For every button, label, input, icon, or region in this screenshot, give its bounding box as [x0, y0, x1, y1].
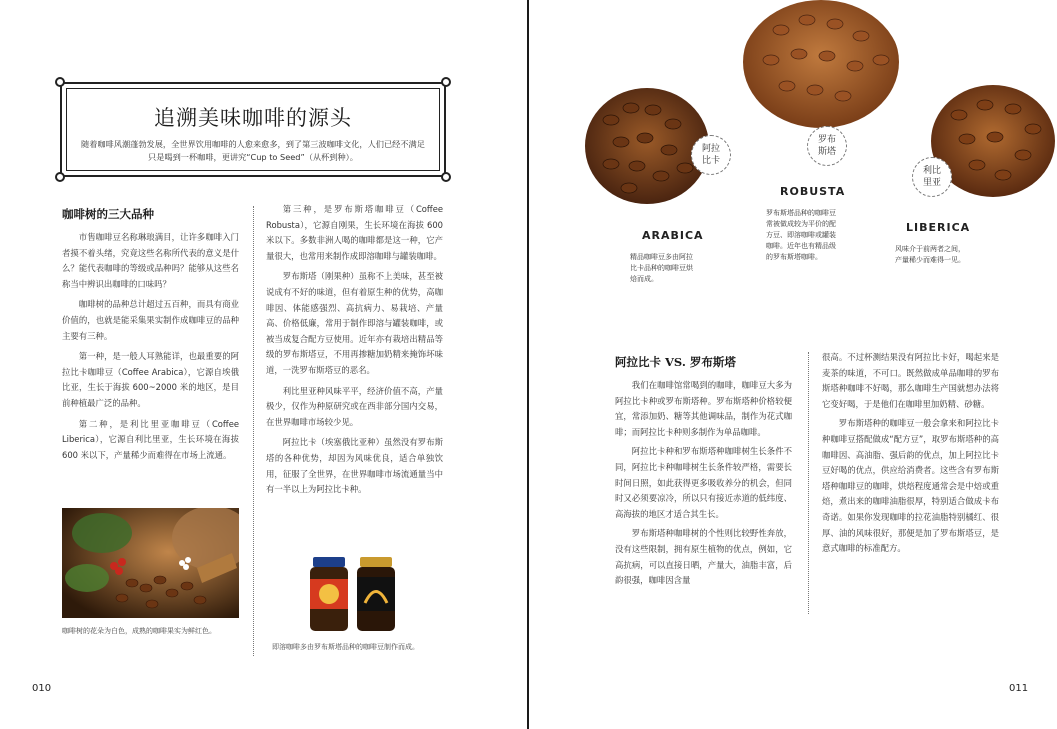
- photo-caption: 咖啡树的花朵为白色，成熟的咖啡果实为鲜红色。: [62, 627, 216, 635]
- left-page: [0, 0, 527, 729]
- right-column-2: [822, 350, 999, 561]
- paragraph: 市售咖啡豆名称琳琅满目，让许多咖啡入门者摸不着头绪，究竟这些名称所代表的意义是什么？能代表咖啡的等级或品种吗？能够从这些名称当中辨识出咖啡的口味吗？: [62, 232, 239, 289]
- paragraph: 罗布斯塔种咖啡树的个性则比较野性奔放，没有这些限制，拥有原生植物的优点，例如，它高抗病，可以直接日晒，产量大，油脂丰富，后韵很强，咖啡因含量: [615, 528, 792, 586]
- paragraph: 罗布斯塔种的咖啡豆一般会拿来和阿拉比卡种咖啡豆搭配做成“配方豆”，取罗布斯塔种的高咖啡因、高油脂、强后韵的优点，加上阿拉比卡豆好喝的优点，供应给消费者。这些含有罗布斯塔种咖啡豆的咖啡，烘焙程度通常会是中焙或重焙，煮出来的咖啡油脂很厚，特别适合做成卡布奇诺。如果你发现咖啡的拉花油脂特别橘红、很厚、油的风味很好，那便是加了罗布斯塔豆，是意式咖啡的标准配方。: [822, 418, 999, 554]
- paragraph: 很高。不过杯测结果没有阿拉比卡好，喝起来是麦茶的味道，不可口。既然做成单品咖啡的罗布斯塔种咖啡不好喝，那么咖啡生产国就想办法将它变好喝，于是他们在咖啡里加奶精、砂糖。: [822, 352, 999, 409]
- left-column-1: [62, 230, 239, 468]
- paragraph: 利比里亚种风味平平，经济价值不高，产量极少，仅作为种原研究或在西非部分国内交易，在世界咖啡市场较少见。: [266, 385, 443, 427]
- right-page: [529, 0, 1057, 729]
- instant-coffee-jars: [305, 555, 400, 633]
- liberica-description: 风味介于前两者之间， 产量稀少而难得一见。: [895, 245, 965, 264]
- paragraph: 第三种，是罗布斯塔咖啡豆（Coffee Robusta），它源自刚果，生长环境在海拔 600 米以下。多数非洲人喝的咖啡都是这一种，它产量很大，也常用来制作成即溶咖啡与罐装咖啡。: [266, 204, 443, 261]
- jar-caption: 即溶咖啡多由罗布斯塔品种的咖啡豆制作而成。: [272, 643, 419, 651]
- arabica-name: ARABICA: [642, 229, 704, 242]
- robusta-name: ROBUSTA: [780, 185, 846, 198]
- arabica-description: 精品咖啡豆多由阿拉 比卡品种的咖啡豆烘 焙而成。: [630, 253, 693, 283]
- column-divider: [808, 352, 809, 614]
- ornament-icon: [441, 172, 451, 182]
- ornament-icon: [441, 77, 451, 87]
- page-number: 011: [1009, 683, 1029, 694]
- coffee-beans-photo: [62, 508, 239, 618]
- section-title-vs: 阿拉比卡 VS. 罗布斯塔: [615, 355, 736, 369]
- paragraph: 罗布斯塔（刚果种）虽称不上美味，甚至被说成有不好的味道，但有着原生种的优势，高咖啡因、体能感强烈、高抗病力、易栽培、产量高、价格低廉，常用于制作即溶与罐装咖啡，或被当成复合配方豆使用。近年亦有栽培出精品等级的罗布斯塔豆，不用再掺糖加奶精来掩饰坏味道，一洗罗布斯塔豆的恶名。: [266, 271, 443, 375]
- left-column-2: [266, 202, 443, 503]
- section-title: 咖啡树的三大品种: [62, 207, 154, 221]
- robusta-label-circle: 罗布 斯塔: [807, 126, 847, 166]
- liberica-name: LIBERICA: [906, 221, 971, 234]
- paragraph: 第二种，是利比里亚咖啡豆（Coffee Liberica），它源自利比里亚，生长环境在海拔 600 米以下，产量稀少而难得在市场上流通。: [62, 418, 239, 460]
- right-column-1: [615, 378, 792, 593]
- paragraph: 阿拉比卡种和罗布斯塔种咖啡树生长条件不同，阿拉比卡种咖啡树生长条件较严格，需要长时间日照，如此获得更多吸收养分的机会，但同时又必须要凉冷，所以只有接近赤道的低纬度、高海拔的地区才适合其生长。: [615, 446, 792, 519]
- paragraph: 阿拉比卡（埃塞俄比亚种）虽然没有罗布斯塔的各种优势，却因为风味优良，适合单独饮用，征服了全世界，在世界咖啡市场流通量当中有一半以上为阿拉比卡种。: [266, 437, 443, 495]
- title-frame: [60, 82, 446, 177]
- liberica-label-circle: 利比 里亚: [912, 157, 952, 197]
- robusta-description: 罗布斯塔品种的咖啡豆 常被做成较为平价的配 方豆、即溶咖啡或罐装 咖啡。近年也有精品级 的罗布斯塔咖啡。: [766, 209, 836, 261]
- page-title: 追溯美味咖啡的源头: [154, 106, 352, 130]
- paragraph: 咖啡树的品种总计超过五百种，而具有商业价值的，也就是能采集果实制作成咖啡豆的品种主要有三种。: [62, 299, 239, 341]
- intro-text: 随着咖啡风潮蓬勃发展，全世界饮用咖啡的人愈来愈多，到了第三波咖啡文化，人们已经不满足只是喝到一杯咖啡，更讲究“Cup to Seed”（从杯到种）。: [81, 139, 425, 162]
- arabica-label-circle: 阿拉 比卡: [691, 135, 731, 175]
- page-number: 010: [32, 683, 52, 694]
- paragraph: 我们在咖啡馆常喝到的咖啡，咖啡豆大多为阿拉比卡种或罗布斯塔种。罗布斯塔种价格较便宜，常添加奶、糖等其他调味品，制作为花式咖啡；而阿拉比卡种则多制作为单品咖啡。: [615, 380, 792, 437]
- ornament-icon: [55, 77, 65, 87]
- paragraph: 第一种，是一般人耳熟能详，也最重要的阿拉比卡咖啡豆（Coffee Arabica），它源自埃俄比亚，生长于海拔 600~2000 米的地区，是目前种植最广泛的品种。: [62, 351, 239, 408]
- column-divider: [253, 206, 254, 656]
- robusta-beans-image: [741, 0, 901, 135]
- ornament-icon: [55, 172, 65, 182]
